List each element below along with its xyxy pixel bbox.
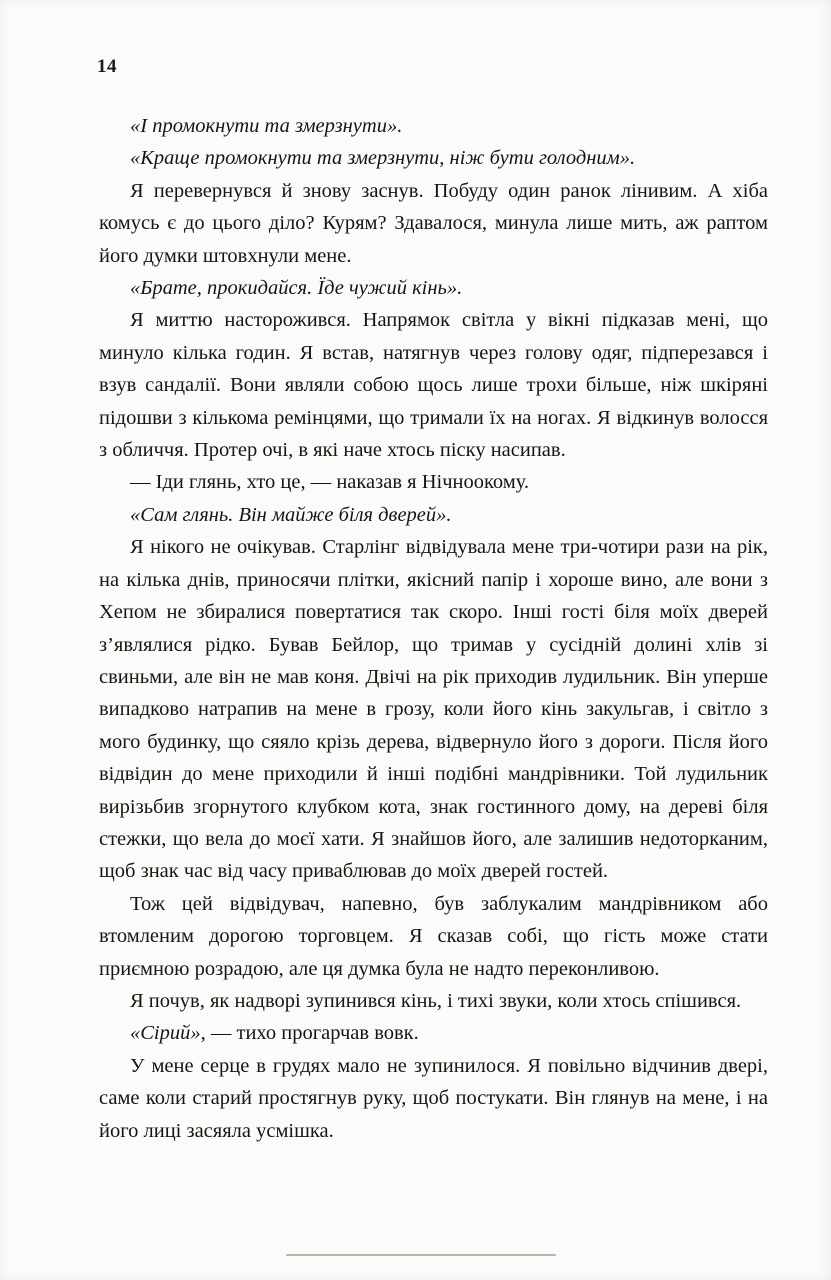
text-segment: «І промокнути та змерзнути». [130, 115, 403, 137]
scan-artifact-line [286, 1254, 556, 1256]
text-segment: «Сірий» [130, 1022, 201, 1045]
paragraph [99, 110, 768, 142]
text-segment: «Краще промокнути та змерзнути, ніж бути голодним». [130, 147, 636, 170]
text-segment: «Сам глянь. Він майже біля дверей». [130, 503, 452, 526]
paragraph [99, 175, 768, 272]
text-segment: Я перевернувся й знову заснув. Побуду один ранок лінивим. А хіба комусь є до цього діло? Курям? Здавалося, минула лише мить, аж раптом його думки штовхнули мене. [99, 179, 768, 267]
page-number: 14 [97, 56, 117, 77]
paragraph [99, 142, 768, 174]
text-segment: Я миттю насторожився. Напрямок світла у вікні підказав мені, що минуло кілька годин. Я встав, натягнув через голову одяг, підперезався і взув сандалії. Вони являли собою щось лише трохи більше, ніж шкіряні підошви з кількома ремінцями, що тримали їх на ногах. Я відкинув волосся з обличчя. Протер очі, в які наче хтось піску насипав. [99, 309, 768, 462]
paragraph [99, 1050, 768, 1147]
paragraph [99, 499, 768, 531]
paragraph [99, 1017, 768, 1049]
text-segment: Тож цей відвідувач, напевно, був заблукалим мандрівником або втомленим дорогою торговцем. Я сказав собі, що гість може стати приємною розрадою, але ця думка була не надто переконливою. [99, 892, 768, 980]
text-segment: «Брате, прокидайся. Їде чужий кінь». [130, 277, 463, 300]
paragraph [99, 272, 768, 304]
text-segment: — Іди глянь, хто це, — наказав я Нічноокому. [130, 471, 530, 494]
text-block [99, 110, 768, 1147]
text-segment: , — тихо прогарчав вовк. [200, 1022, 419, 1045]
paragraph [99, 304, 768, 466]
text-segment: У мене серце в грудях мало не зупинилося. Я повільно відчинив двері, саме коли старий простягнув руку, щоб постукати. Він глянув на мене, і на його лиці засяяла усмішка. [99, 1054, 768, 1142]
paragraph [99, 466, 768, 498]
text-segment: Я нікого не очікував. Старлінг відвідувала мене три-чотири рази на рік, на кілька днів, приносячи плітки, якісний папір і хороше вино, але вони з Хепом не збиралися повертатися так скоро. Інші гості біля моїх дверей з’являлися рідко. Бував Бейлор, що тримав у сусідній долині хлів зі свиньми, але він не мав коня. Двічі на рік приходив лудильник. Він уперше випадково натрапив на мене в грозу, коли його кінь закульгав, і світло з мого будинку, що сяяло крізь дерева, відвернуло його з дороги. Після його відвідин до мене приходили й інші подібні мандрівники. Той лудильник вирізьбив згорнутого клубком кота, знак гостинного дому, на дереві біля стежки, що вела до моєї хати. Я знайшов його, але залишив недоторканим, щоб знак час від часу приваблював до моїх дверей гостей. [99, 536, 768, 883]
paragraph [99, 888, 768, 985]
text-segment: Я почув, як надворі зупинився кінь, і тихі звуки, коли хтось спішився. [130, 989, 742, 1012]
paragraph [99, 531, 768, 887]
paragraph [99, 985, 768, 1017]
